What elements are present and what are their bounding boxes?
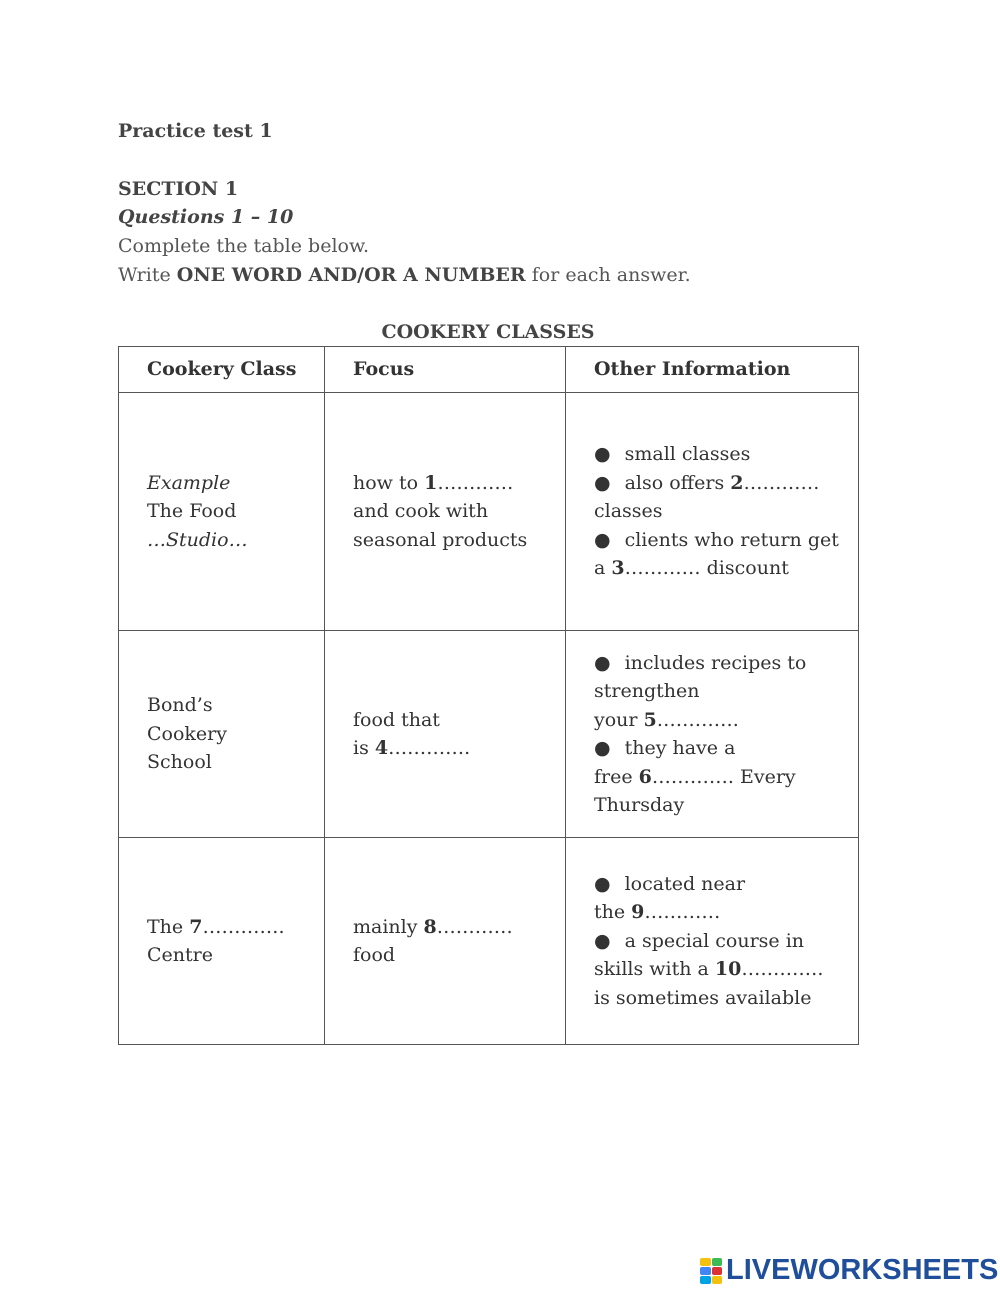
bullet-icon: ● [594, 471, 611, 494]
info-line: the 9………… [594, 901, 721, 924]
bullet-icon: ● [594, 872, 611, 895]
info-line: ● includes recipes to [594, 651, 807, 674]
question-number: 3 [611, 557, 625, 580]
bullet-icon: ● [594, 443, 611, 466]
info-line: ● also offers 2………… [594, 471, 820, 494]
answer-blank[interactable]: …………. [202, 915, 285, 938]
info-line: ● a special course in [594, 929, 805, 952]
focus-line: and cook with [353, 500, 489, 523]
question-number: 4 [374, 737, 389, 759]
info-line: ● they have a [594, 737, 736, 759]
class-cell [119, 393, 325, 631]
focus-line: is 4…………. [353, 737, 471, 759]
answer-blank[interactable]: …………. [656, 708, 739, 731]
answer-blank[interactable]: ………… [743, 471, 820, 494]
info-line: is sometimes available [594, 986, 812, 1009]
class-name-line: …Studio… [147, 528, 248, 551]
instruction-complete-table: Complete the table below. [118, 235, 370, 257]
header-cookery-class: Cookery Class [119, 347, 325, 393]
info-cell [566, 631, 859, 838]
answer-blank[interactable]: ………… [437, 471, 514, 494]
table-row [119, 393, 859, 631]
table-row [119, 838, 859, 1045]
example-label: Example [147, 471, 231, 494]
bullet-icon: ● [594, 929, 611, 952]
cookery-classes-table [118, 346, 859, 1045]
class-name-line: Centre [147, 944, 213, 966]
bullet-icon: ● [594, 737, 611, 759]
info-line: classes [594, 500, 663, 523]
instruction-word-limit: Write ONE WORD AND/OR A NUMBER for each answer. [118, 264, 691, 286]
liveworksheets-logo[interactable] [700, 1254, 998, 1287]
question-number: 10 [714, 958, 742, 981]
info-line: ● located near [594, 872, 746, 895]
question-number: 9 [631, 901, 645, 924]
table-row [119, 631, 859, 838]
liveworksheets-logo-icon [700, 1258, 722, 1284]
class-name-line: School [147, 751, 212, 774]
answer-blank[interactable]: …………. [388, 737, 471, 759]
answer-blank[interactable]: …………. Every [651, 765, 796, 788]
info-cell [566, 393, 859, 631]
table-header-row [119, 347, 859, 393]
question-number: 6 [638, 765, 652, 788]
page-title: Practice test 1 [118, 120, 273, 142]
focus-line: how to 1………… [353, 471, 514, 494]
class-name-line: The Food [147, 500, 237, 523]
answer-blank[interactable]: …………. [741, 958, 824, 981]
question-number: 7 [189, 915, 203, 938]
focus-line: mainly 8………… [353, 915, 513, 938]
question-number: 2 [730, 471, 744, 494]
question-number: 1 [424, 471, 438, 494]
question-number: 5 [643, 708, 657, 731]
table-title: COOKERY CLASSES [381, 321, 595, 343]
focus-cell [325, 393, 566, 631]
info-line: skills with a 10…………. [594, 958, 824, 981]
class-name-line: Bond’s [147, 694, 213, 717]
class-cell [119, 631, 325, 838]
focus-line: seasonal products [353, 528, 528, 551]
answer-blank[interactable]: ………… discount [624, 557, 789, 580]
info-line: ● small classes [594, 443, 751, 466]
logo-text: LIVEWORKSHEETS [726, 1254, 999, 1286]
info-line: free 6…………. Every [594, 765, 796, 788]
questions-range: Questions 1 – 10 [118, 206, 294, 228]
info-line: Thursday [594, 794, 685, 816]
info-cell [566, 838, 859, 1045]
header-other-information: Other Information [566, 347, 859, 393]
section-title: SECTION 1 [118, 178, 239, 200]
focus-line: food that [353, 708, 440, 731]
info-line: strengthen [594, 680, 700, 702]
answer-blank[interactable]: ………… [644, 901, 721, 924]
answer-blank[interactable]: ………… [436, 915, 513, 938]
class-name-line: The 7…………. [147, 915, 285, 938]
class-name-line: Cookery [147, 722, 227, 745]
info-line: ● clients who return get [594, 528, 839, 551]
focus-cell [325, 631, 566, 838]
question-number: 8 [423, 915, 437, 938]
bullet-icon: ● [594, 528, 611, 551]
header-focus: Focus [325, 347, 566, 393]
class-cell [119, 838, 325, 1045]
info-line: a 3………… discount [594, 557, 789, 580]
bullet-icon: ● [594, 651, 611, 674]
focus-line: food [353, 944, 396, 966]
focus-cell [325, 838, 566, 1045]
info-line: your 5…………. [594, 708, 739, 731]
